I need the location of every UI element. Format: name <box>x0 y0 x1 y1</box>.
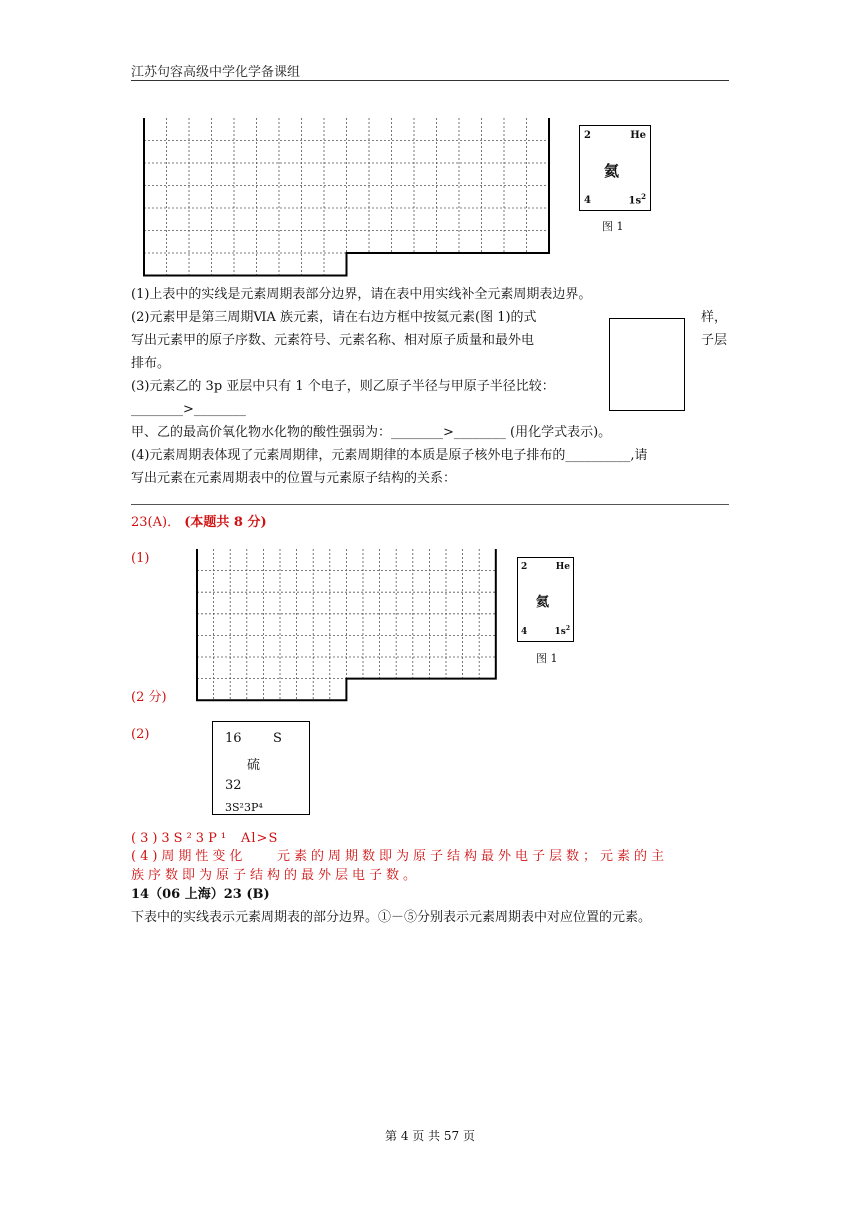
element-name: 氦 <box>536 595 550 610</box>
helium-element-box-answer <box>517 557 574 642</box>
electron-config: $1s^2$ <box>554 625 570 637</box>
element-symbol: He <box>555 562 570 572</box>
element-symbol: He <box>630 130 646 141</box>
sulfur-element-box <box>212 721 310 815</box>
question-3-line-c: 甲、乙的最高价氧化物水化物的酸性强弱为：________>________ (用化学式表示)。 <box>131 425 612 440</box>
page-footer: 第 4 页 共 57 页 <box>385 1129 475 1143</box>
answer-4-line-b: 元素的周期数即为原子结构最外电子层数；元素的主 <box>277 849 669 864</box>
section-divider <box>131 504 729 505</box>
answer-3: (3)3S²3P¹ <box>131 831 231 846</box>
sulfur-mass: 32 <box>225 778 242 793</box>
mass-number: 4 <box>521 627 528 637</box>
sulfur-symbol: S <box>273 731 282 746</box>
periodic-table-grid-top <box>140 114 554 278</box>
header-rule <box>131 80 729 81</box>
page-header: 江苏句容高级中学化学备课组 <box>131 65 301 80</box>
element-number: 2 <box>521 562 528 572</box>
figure-caption: 图 1 <box>602 220 624 233</box>
figure-caption-answer: 图 1 <box>536 652 558 665</box>
helium-element-box <box>579 125 651 211</box>
question-2-line-a-right: 样， <box>701 310 728 325</box>
electron-config: $1s^2$ <box>628 191 646 206</box>
periodic-table-grid-answer <box>193 546 499 706</box>
next-question-text: 下表中的实线表示元素周期表的部分边界。①－⑤分别表示元素周期表中对应位置的元素。 <box>131 910 652 925</box>
next-question-title: 14（06 上海）23 (B) <box>131 887 270 902</box>
question-2-line-b: 写出元素甲的原子序数、元素符号、元素名称、相对原子质量和最外电 <box>131 333 535 348</box>
answer-3-compare: Al>S <box>241 831 279 846</box>
element-name: 氦 <box>604 162 620 180</box>
question-2-line-b-right: 子层 <box>701 333 728 348</box>
answer-1-score: (2 分) <box>131 690 167 705</box>
question-2-line-c: 排布。 <box>131 356 171 371</box>
answer-title: 23(A)． (本题共 8 分) <box>131 515 267 530</box>
question-2-line-a: (2)元素甲是第三周期ⅥA 族元素，请在右边方框中按氦元素(图 1)的式 <box>131 310 537 325</box>
mass-number: 4 <box>584 195 591 206</box>
answer-blank-box <box>609 318 685 411</box>
sulfur-config: 3S²3P⁴ <box>225 801 263 814</box>
answer-4-line-c: 族序数即为原子结构的最外层电子数。 <box>131 868 421 883</box>
question-3-line-b: ________>________ <box>131 402 246 417</box>
sulfur-name: 硫 <box>247 758 261 773</box>
question-4-line-a: (4)元素周期表体现了元素周期律，元素周期律的本质是原子核外电子排布的__________,请 <box>131 448 648 463</box>
sulfur-number: 16 <box>225 731 242 746</box>
answer-2-label: (2) <box>131 727 150 742</box>
question-1: (1)上表中的实线是元素周期表部分边界，请在表中用实线补全元素周期表边界。 <box>131 287 592 302</box>
element-number: 2 <box>584 130 591 141</box>
question-4-line-b: 写出元素在元素周期表中的位置与元素原子结构的关系： <box>131 471 457 486</box>
answer-4-line-a: (4)周期性变化 <box>131 849 247 864</box>
question-3-line-a: (3)元素乙的 3p 亚层中只有 1 个电子，则乙原子半径与甲原子半径比较： <box>131 379 555 394</box>
answer-1-label: (1) <box>131 551 150 566</box>
